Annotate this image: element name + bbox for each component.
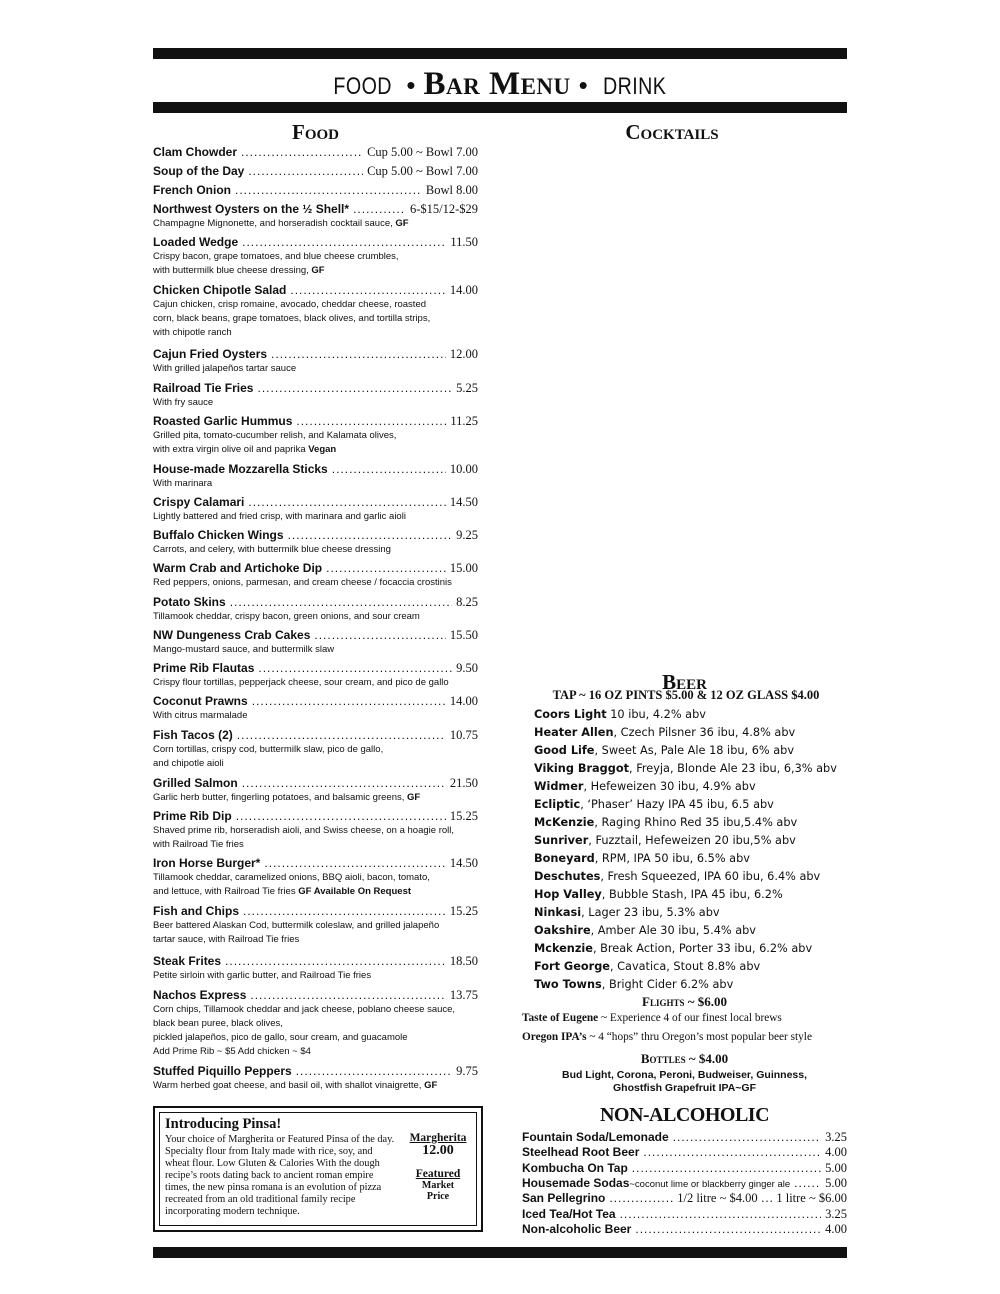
beer-detail: , Amber Ale 30 ibu, 5.4% abv xyxy=(590,924,756,937)
item-price: 13.75 xyxy=(449,988,478,1002)
beer-detail: , Fuzztail, Hefeweizen 20 ibu,5% abv xyxy=(588,834,796,847)
nonalc-item xyxy=(522,1145,847,1160)
food-item xyxy=(153,661,478,690)
item-tag: GF xyxy=(407,792,421,803)
nonalc-item xyxy=(522,1191,847,1206)
food-item xyxy=(153,414,478,457)
nonalc-note: ~coconut lime or blackberry ginger ale xyxy=(629,1178,791,1190)
pinsa-text: Your choice of Margherita or Featured Pinsa of the day. Specialty flour from Italy made with rice, soy, and wheat flour. Low Gluten & Calories With the dough recipe’s roots dating back to ancient roman empire times, the new pinsa romana is an evolution of pizza recreated from an old traditional family recipe incorporating modern technique. xyxy=(165,1134,395,1217)
top-rule-1 xyxy=(153,48,847,59)
item-description: with chipotle ranch xyxy=(153,327,232,338)
item-description: Cajun chicken, crisp romaine, avocado, cheddar cheese, roasted xyxy=(153,299,427,310)
flight-item xyxy=(522,1012,782,1024)
beer-detail: , Lager 23 ibu, 5.3% abv xyxy=(581,906,720,919)
item-description: Garlic herb butter, fingerling potatoes, and balsamic greens, xyxy=(153,792,405,803)
item-name: Steak Frites xyxy=(153,954,222,968)
item-name: Loaded Wedge xyxy=(153,235,239,249)
beer-brewery: Sunriver xyxy=(534,834,589,847)
food-item xyxy=(153,528,478,557)
item-price: 15.50 xyxy=(449,628,478,642)
food-item xyxy=(153,202,478,231)
item-name: Grilled Salmon xyxy=(153,776,238,790)
item-price: 18.50 xyxy=(449,954,478,968)
item-price: Cup 5.00 ~ Bowl 7.00 xyxy=(367,145,478,159)
item-price: 15.00 xyxy=(449,561,478,575)
item-name: Buffalo Chicken Wings xyxy=(153,528,284,542)
food-item xyxy=(153,381,478,410)
item-description: Crispy bacon, grape tomatoes, and blue cheese crumbles, xyxy=(153,251,399,262)
food-item xyxy=(153,283,478,340)
beer-detail: , Sweet As, Pale Ale 18 ibu, 6% abv xyxy=(594,744,795,757)
title-drink: DRINK xyxy=(602,73,667,100)
beer-item xyxy=(534,924,756,937)
item-price: 21.50 xyxy=(449,776,478,790)
flights-heading: Flights ~ $6.00 xyxy=(642,994,727,1009)
item-name: House-made Mozzarella Sticks xyxy=(153,462,328,476)
title-food: FOOD xyxy=(333,73,392,100)
beer-brewery: Deschutes xyxy=(534,870,601,883)
beer-item xyxy=(534,744,794,757)
beer-brewery: Fort George xyxy=(534,960,610,973)
beer-item xyxy=(534,798,774,811)
item-price: 14.50 xyxy=(449,856,478,870)
nonalc-price: 4.00 xyxy=(825,1221,847,1236)
item-price: 10.75 xyxy=(449,728,478,742)
food-item xyxy=(153,904,478,947)
beer-item xyxy=(534,978,733,991)
item-name: Potato Skins xyxy=(153,595,226,609)
food-item xyxy=(153,776,478,805)
item-name: French Onion xyxy=(153,183,231,197)
item-name: Northwest Oysters on the ½ Shell* xyxy=(153,202,350,216)
nonalc-name: Non-alcoholic Beer xyxy=(522,1221,632,1236)
nonalc-item xyxy=(522,1222,847,1237)
nonalc-price: 4.00 xyxy=(825,1145,847,1160)
beer-detail: 10 ibu, 4.2% abv xyxy=(606,708,706,721)
item-tag: GF Available On Request xyxy=(298,886,412,897)
item-price: 14.00 xyxy=(449,283,478,297)
flight-name: Oregon IPA’s xyxy=(522,1031,587,1043)
beer-brewery: Coors Light xyxy=(534,708,607,721)
flight-detail: ~ 4 “hops” thru Oregon’s most popular beer style xyxy=(586,1031,812,1043)
item-description: Grilled pita, tomato-cucumber relish, and Kalamata olives, xyxy=(153,430,397,441)
nonalc-price: 3.25 xyxy=(825,1130,847,1144)
item-description: Corn chips, Tillamook cheddar and jack cheese, poblano cheese sauce, xyxy=(153,1004,456,1015)
bottles-line: Bud Light, Corona, Peroni, Budweiser, Guinness, xyxy=(561,1069,808,1081)
item-name: Prime Rib Dip xyxy=(153,809,232,823)
beer-item xyxy=(534,942,812,955)
food-item xyxy=(153,183,478,198)
food-item xyxy=(153,561,478,590)
item-name: Warm Crab and Artichoke Dip xyxy=(153,561,323,575)
nonalc-item xyxy=(522,1161,847,1176)
item-description: With marinara xyxy=(153,478,213,489)
nonalc-price: 3.25 xyxy=(825,1206,847,1221)
item-description: Shaved prime rib, horseradish aioli, and Swiss cheese, on a hoagie roll, xyxy=(153,825,454,836)
item-description: Lightly battered and fried crisp, with marinara and garlic aioli xyxy=(153,511,406,522)
food-item xyxy=(153,809,478,852)
item-description: with buttermilk blue cheese dressing, xyxy=(153,265,309,276)
item-description: with Railroad Tie fries xyxy=(153,839,244,850)
beer-brewery: Hop Valley xyxy=(534,888,602,901)
flight-item xyxy=(522,1031,812,1043)
item-price: 5.25 xyxy=(456,381,478,395)
nonalc-name: San Pellegrino xyxy=(522,1191,606,1206)
item-description: With citrus marmalade xyxy=(153,710,248,721)
food-item xyxy=(153,856,478,899)
item-tag: GF xyxy=(395,218,409,229)
beer-brewery: Good Life xyxy=(534,744,595,757)
item-tag: GF xyxy=(424,1080,438,1091)
item-price: Cup 5.00 ~ Bowl 7.00 xyxy=(367,164,478,178)
food-heading: Food xyxy=(292,120,339,144)
beer-brewery: Oakshire xyxy=(534,924,591,937)
item-description: Champagne Mignonette, and horseradish cocktail sauce, xyxy=(153,218,393,229)
item-tag: Vegan xyxy=(308,444,337,455)
food-item xyxy=(153,988,478,1059)
beer-detail: , Bright Cider 6.2% abv xyxy=(601,978,734,991)
food-item xyxy=(153,462,478,491)
item-name: Iron Horse Burger* xyxy=(153,856,261,870)
pinsa-featured-price: Market Price xyxy=(421,1180,455,1202)
food-item xyxy=(153,595,478,624)
food-item xyxy=(153,164,478,179)
beer-heading: Beer xyxy=(662,670,707,694)
beer-brewery: McKenzie xyxy=(534,816,595,829)
item-name: Prime Rib Flautas xyxy=(153,661,255,675)
item-description: Beer battered Alaskan Cod, buttermilk coleslaw, and grilled jalapeño xyxy=(153,920,440,931)
beer-item xyxy=(534,888,783,901)
beer-item xyxy=(534,726,795,739)
item-name: Roasted Garlic Hummus xyxy=(153,414,293,428)
item-name: NW Dungeness Crab Cakes xyxy=(153,628,311,642)
item-price: 9.75 xyxy=(456,1064,478,1078)
item-price: 15.25 xyxy=(449,809,478,823)
food-item xyxy=(153,347,478,376)
item-price: 14.50 xyxy=(449,495,478,509)
item-description: and chipotle aioli xyxy=(153,758,224,769)
item-price: 11.25 xyxy=(450,414,478,428)
item-name: Fish and Chips xyxy=(153,904,240,918)
nonalc-name: Fountain Soda/Lemonade xyxy=(522,1130,669,1144)
item-price: 10.00 xyxy=(449,462,478,476)
item-name: Soup of the Day xyxy=(153,164,245,178)
nonalc-name: Housemade Sodas xyxy=(522,1175,630,1190)
nonalc-name: Steelhead Root Beer xyxy=(522,1145,640,1160)
nonalc-price: 5.00 xyxy=(825,1175,847,1190)
item-price: 9.25 xyxy=(456,528,478,542)
beer-detail: , Break Action, Porter 33 ibu, 6.2% abv xyxy=(592,942,813,955)
item-price: 12.00 xyxy=(449,347,478,361)
item-price: 8.25 xyxy=(456,595,478,609)
item-price: 15.25 xyxy=(449,904,478,918)
item-description: Carrots, and celery, with buttermilk blue cheese dressing xyxy=(153,544,391,555)
food-item xyxy=(153,728,478,771)
page-title: FOOD • Bar Menu • DRINK xyxy=(333,66,667,102)
bottom-rule xyxy=(153,1247,847,1258)
beer-brewery: Viking Braggot xyxy=(534,762,630,775)
beer-detail: , Cavatica, Stout 8.8% abv xyxy=(609,960,761,973)
item-description: Petite sirloin with garlic butter, and Railroad Tie fries xyxy=(153,970,372,981)
cocktails-heading: Cocktails xyxy=(625,120,719,144)
beer-item xyxy=(534,708,706,721)
beer-detail: , Hefeweizen 30 ibu, 4.9% abv xyxy=(583,780,756,793)
item-price: 11.50 xyxy=(450,235,478,249)
beer-item xyxy=(534,780,756,793)
top-rule-2 xyxy=(153,102,847,113)
item-description: pickled jalapeños, pico de gallo, sour cream, and guacamole xyxy=(153,1032,408,1043)
food-item xyxy=(153,495,478,524)
beer-brewery: Ninkasi xyxy=(534,906,582,919)
beer-brewery: Heater Allen xyxy=(534,726,614,739)
food-item xyxy=(153,145,478,160)
item-name: Nachos Express xyxy=(153,988,247,1002)
nonalc-heading: NON-ALCOHOLIC xyxy=(599,1104,770,1126)
item-description: corn, black beans, grape tomatoes, black olives, and tortilla strips, xyxy=(153,313,431,324)
item-name: Stuffed Piquillo Peppers xyxy=(153,1064,292,1078)
item-description: Add Prime Rib ~ $5 Add chicken ~ $4 xyxy=(153,1046,311,1057)
pinsa-prices xyxy=(401,1132,475,1202)
food-item xyxy=(153,954,478,983)
item-description: Mango-mustard sauce, and buttermilk slaw xyxy=(153,644,335,655)
beer-detail: , Bubble Stash, IPA 45 ibu, 6.2% xyxy=(601,888,783,901)
item-price: 9.50 xyxy=(456,661,478,675)
pinsa-margherita-label: Margherita xyxy=(409,1132,467,1144)
beer-detail: , ‘Phaser’ Hazy IPA 45 ibu, 6.5 abv xyxy=(580,798,774,811)
food-item xyxy=(153,235,478,278)
item-description: tartar sauce, with Railroad Tie fries xyxy=(153,934,300,945)
item-name: Crispy Calamari xyxy=(153,495,245,509)
item-description: Tillamook cheddar, caramelized onions, BBQ aioli, bacon, tomato, xyxy=(153,872,430,883)
beer-detail: , RPM, IPA 50 ibu, 6.5% abv xyxy=(594,852,750,865)
nonalc-item xyxy=(522,1207,847,1222)
item-description: Corn tortillas, crispy cod, buttermilk slaw, pico de gallo, xyxy=(153,744,384,755)
nonalc-name: Kombucha On Tap xyxy=(522,1160,628,1175)
beer-detail: , Fresh Squeezed, IPA 60 ibu, 6.4% abv xyxy=(600,870,821,883)
nonalc-name: Iced Tea/Hot Tea xyxy=(522,1206,616,1221)
item-description: Red peppers, onions, parmesan, and cream cheese / focaccia crostinis xyxy=(153,577,452,588)
item-description: black bean puree, black olives, xyxy=(153,1018,283,1029)
beer-brewery: Mckenzie xyxy=(534,942,593,955)
beer-item xyxy=(534,906,720,919)
beer-brewery: Ecliptic xyxy=(534,798,581,811)
pinsa-box xyxy=(153,1106,483,1232)
item-description: Warm herbed goat cheese, and basil oil, with shallot vinaigrette, xyxy=(153,1080,422,1091)
item-name: Cajun Fried Oysters xyxy=(153,347,268,361)
title-main: Bar Menu xyxy=(423,66,571,102)
item-description: Tillamook cheddar, crispy bacon, green onions, and sour cream xyxy=(153,611,420,622)
bottles-line: Ghostfish Grapefruit IPA~GF xyxy=(612,1082,757,1094)
pinsa-featured-label: Featured xyxy=(415,1168,461,1180)
item-name: Clam Chowder xyxy=(153,145,238,159)
beer-detail: , Freyja, Blonde Ale 23 ibu, 6,3% abv xyxy=(629,762,837,775)
beer-item xyxy=(534,834,796,847)
pinsa-title: Introducing Pinsa! xyxy=(165,1116,282,1132)
item-description: Crispy flour tortillas, pepperjack cheese, sour cream, and pico de gallo xyxy=(153,677,449,688)
nonalc-price: 5.00 xyxy=(825,1160,847,1175)
item-name: Chicken Chipotle Salad xyxy=(153,283,287,297)
beer-brewery: Two Towns xyxy=(534,978,602,991)
item-price: 6-$15/12-$29 xyxy=(409,202,478,216)
flight-detail: ~ Experience 4 of our finest local brews xyxy=(598,1012,782,1024)
beer-brewery: Boneyard xyxy=(534,852,595,865)
flight-name: Taste of Eugene xyxy=(522,1012,599,1024)
food-item xyxy=(153,628,478,657)
item-description: With fry sauce xyxy=(153,397,214,408)
item-description: and lettuce, with Railroad Tie fries xyxy=(153,886,296,897)
item-name: Coconut Prawns xyxy=(153,694,248,708)
beer-tap-pricing: TAP ~ 16 OZ PINTS $5.00 & 12 OZ GLASS $4.00 xyxy=(552,688,820,702)
nonalc-item xyxy=(522,1176,847,1192)
bottles-heading: Bottles ~ $4.00 xyxy=(640,1051,729,1066)
item-tag: GF xyxy=(311,265,325,276)
item-description: with extra virgin olive oil and paprika xyxy=(153,444,306,455)
item-description: With grilled jalapeños tartar sauce xyxy=(153,363,297,374)
item-name: Railroad Tie Fries xyxy=(153,381,254,395)
beer-item xyxy=(534,960,760,973)
item-name: Fish Tacos (2) xyxy=(153,728,233,742)
pinsa-margherita-price: 12.00 xyxy=(422,1143,454,1158)
beer-detail: , Raging Rhino Red 35 ibu,5.4% abv xyxy=(594,816,798,829)
beer-item xyxy=(534,870,820,883)
beer-brewery: Widmer xyxy=(534,780,584,793)
nonalc-price: 1/2 litre ~ $4.00 … 1 litre ~ $6.00 xyxy=(677,1191,847,1206)
food-item xyxy=(153,1064,478,1093)
beer-item xyxy=(534,852,750,865)
beer-item xyxy=(534,762,837,775)
beer-detail: , Czech Pilsner 36 ibu, 4.8% abv xyxy=(613,726,796,739)
beer-item xyxy=(534,816,797,829)
nonalc-item xyxy=(522,1130,847,1145)
item-price: Bowl 8.00 xyxy=(425,183,478,197)
food-item xyxy=(153,694,478,723)
bottles-list xyxy=(522,1069,847,1095)
item-price: 14.00 xyxy=(449,694,478,708)
